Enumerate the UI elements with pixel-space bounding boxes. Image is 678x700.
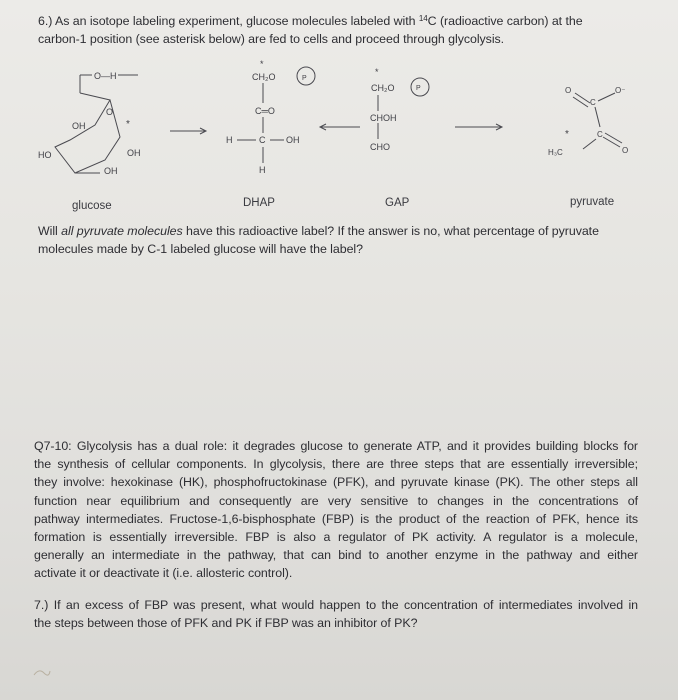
pyruvate-c-mid: C [597,130,603,139]
dhap-ch2o: CH₂O [252,72,276,82]
glucose-oh-right: OH [127,148,141,158]
paragraph-line: function near equilibrium and consequently are very sensitive to changes in the concentrations of [34,493,638,508]
pyruvate-asterisk: * [565,129,569,140]
glucose-asterisk: * [126,119,130,130]
glucose-ring-bonds [55,93,120,173]
dhap-oh: OH [286,135,300,145]
gap-choh: CHOH [370,113,397,123]
q7-line-2: the steps between those of PFK and PK if FBP was an inhibitor of PK? [34,616,418,630]
label-glucose: glucose [72,200,112,212]
gap-ch2o: CH₂O [371,83,395,93]
glucose-ho: HO [38,150,52,160]
label-dhap: DHAP [243,197,275,209]
gap-phosphate: P [416,85,421,92]
q6-intro-line-1: 6.) As an isotope labeling experiment, glucose molecules labeled with $^{14}$C (radioactive carbon) at the [38,14,583,28]
gap-cho: CHO [370,142,390,152]
glucose-o-h: O—H [94,71,117,81]
paragraph-line: formation is essentially irreversible. FBP is also a regulator of PK activity. A regulator is a molecule, [34,530,638,545]
q6-question-line-1: Will all pyruvate molecules have this radioactive label? If the answer is no, what percentage of pyruvate [38,224,599,238]
pyruvate-c-top: C [590,98,596,107]
glucose-oh-bottom: OH [104,166,118,176]
glucose-ring-oxygen: O [106,107,114,117]
dhap-asterisk: * [260,59,264,69]
paragraph-line: pathway intermediates. Fructose-1,6-bisphosphate (FBP) is the product of the reaction of PFK, hence its [34,511,638,526]
paragraph-line: they involve: hexokinase (HK), phosphofructokinase (PFK), and pyruvate kinase (PK). The other steps all [34,475,638,490]
label-gap: GAP [385,197,410,209]
paragraph-line: the synthesis of cellular components. In glycolysis, there are three steps that are essentially irreversible; [34,457,638,472]
dhap-phosphate: P [302,75,307,82]
glucose-oh-top: OH [72,121,86,131]
pyruvate-o-minus: O⁻ [615,86,626,95]
pyruvate-o-right: O [622,146,629,155]
paragraph-line: activate it or deactivate it (i.e. allosteric control). [34,566,293,581]
glycolysis-diagram [30,55,650,215]
paragraph-line: Q7-10: Glycolysis has a dual role: it degrades glucose to generate ATP, and it provides building blocks for [34,439,638,453]
pyruvate-o-top: O [565,86,572,95]
q7-line-1: 7.) If an excess of FBP was present, what would happen to the concentration of intermediates involved in [34,598,638,612]
isotope-superscript: 14 [418,14,428,23]
pencil-mark [32,665,52,679]
gap-asterisk: * [375,67,379,77]
dhap-carbon: C [259,135,266,145]
q6-question-line-2: molecules made by C-1 labeled glucose will have the label? [38,242,363,256]
paragraph-line: generally an intermediate in the pathway, that can bind to another enzyme in the pathway and either [34,548,638,563]
dhap-h-left: H [226,135,233,145]
label-pyruvate: pyruvate [570,196,615,208]
pyruvate-h3c: H₃C [548,148,563,157]
dhap-carbonyl: C═O [255,106,275,116]
dhap-h-bottom: H [259,165,266,175]
q6-intro-line-2: carbon-1 position (see asterisk below) are fed to cells and proceed through glycolysis. [38,32,505,46]
q7-10-paragraph [34,437,638,583]
